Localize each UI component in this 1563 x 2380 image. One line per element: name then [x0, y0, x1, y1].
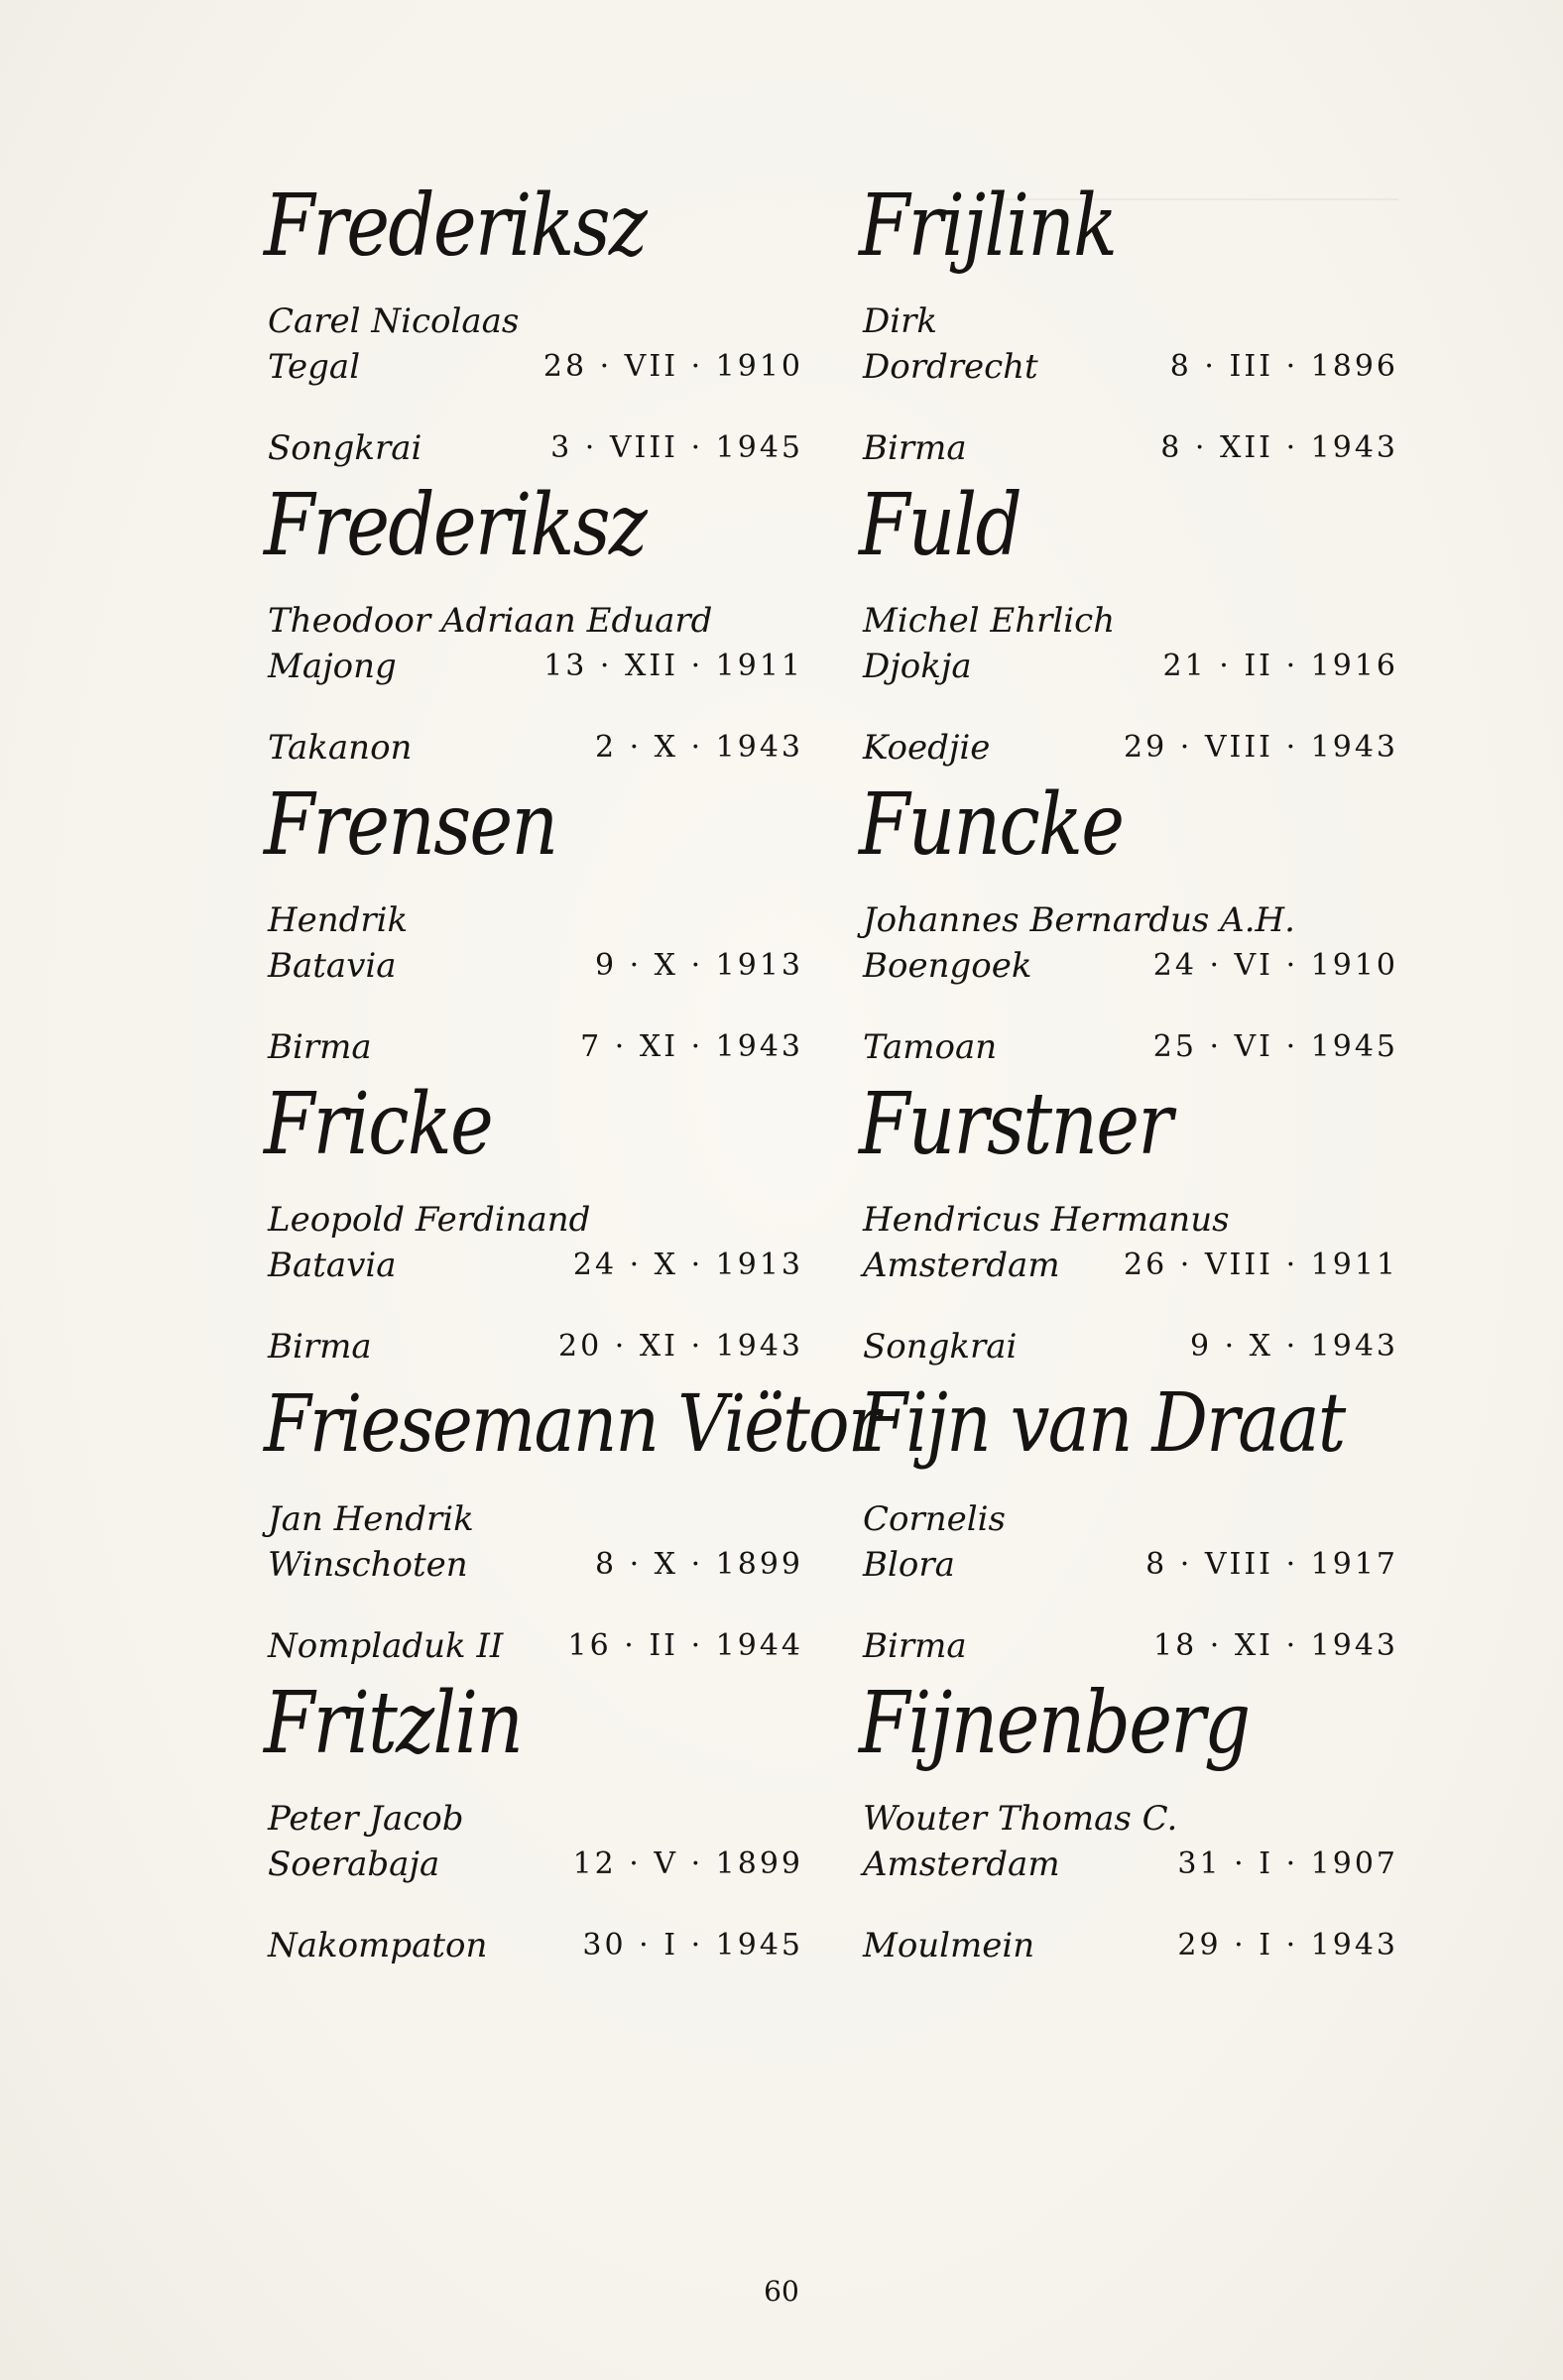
- birth-row: [268, 1843, 803, 1886]
- birth-row: [268, 1543, 803, 1587]
- surname: Fricke: [264, 1075, 493, 1174]
- given-names: Hendricus Hermanus: [863, 1200, 1230, 1240]
- death-place: Nakompaton: [268, 1926, 488, 1965]
- death-row: [863, 726, 1398, 770]
- birth-date: 8 · III · 1896: [1169, 349, 1398, 384]
- birth-place: Amsterdam: [863, 1844, 1060, 1884]
- birth-place: Soerabaja: [268, 1844, 440, 1884]
- birth-place: Tegal: [268, 347, 361, 387]
- surname: Frederiksz: [264, 476, 647, 575]
- left-column: [264, 177, 880, 1973]
- entry: [859, 177, 1399, 476]
- death-place: Birma: [268, 1327, 372, 1367]
- birth-row: [863, 944, 1398, 988]
- entry: [859, 775, 1399, 1075]
- given-names: Hendrik: [268, 900, 409, 940]
- entry: [264, 1674, 804, 1973]
- birth-place: Batavia: [268, 1246, 397, 1285]
- birth-row: [863, 1843, 1398, 1886]
- death-row: [268, 726, 803, 770]
- birth-row: [863, 1543, 1398, 1587]
- birth-date: 13 · XII · 1911: [543, 649, 803, 683]
- birth-date: 8 · VIII · 1917: [1145, 1547, 1398, 1582]
- death-row: [268, 426, 803, 470]
- surname: Furstner: [859, 1075, 1171, 1174]
- birth-place: Amsterdam: [863, 1246, 1060, 1285]
- entry: [859, 1674, 1399, 1973]
- entry: [264, 775, 804, 1075]
- birth-place: Boengoek: [863, 946, 1032, 986]
- birth-row: [268, 944, 803, 988]
- death-row: [268, 1025, 803, 1069]
- death-place: Birma: [863, 1626, 967, 1666]
- death-row: [863, 1325, 1398, 1368]
- death-place: Takanon: [268, 728, 413, 768]
- birth-place: Winschoten: [268, 1545, 468, 1585]
- surname: Fuld: [859, 476, 1022, 575]
- entry: [859, 476, 1399, 775]
- page-number: 60: [764, 2275, 799, 2308]
- surname: Funcke: [859, 775, 1124, 875]
- death-row: [268, 1325, 803, 1368]
- death-place: Birma: [268, 1027, 372, 1067]
- given-names: Wouter Thomas C.: [863, 1799, 1178, 1839]
- entry: [859, 1374, 1399, 1674]
- death-row: [863, 426, 1398, 470]
- death-date: 29 · I · 1943: [1177, 1928, 1398, 1963]
- death-date: 29 · VIII · 1943: [1124, 730, 1398, 765]
- death-date: 2 · X · 1943: [594, 730, 803, 765]
- entry: [264, 476, 804, 775]
- entry: [264, 1075, 804, 1374]
- birth-date: 24 · X · 1913: [572, 1248, 803, 1282]
- birth-place: Blora: [863, 1545, 955, 1585]
- surname: Frensen: [264, 775, 557, 875]
- given-names: Dirk: [863, 301, 937, 341]
- birth-row: [863, 345, 1398, 389]
- surname: Fijnenberg: [859, 1674, 1250, 1773]
- death-date: 9 · X · 1943: [1189, 1329, 1398, 1364]
- death-date: 3 · VIII · 1945: [550, 430, 803, 465]
- entry: [859, 1075, 1399, 1374]
- death-place: Koedjie: [863, 728, 991, 768]
- given-names: Theodoor Adriaan Eduard: [268, 601, 713, 641]
- birth-row: [268, 645, 803, 688]
- death-date: 18 · XI · 1943: [1153, 1628, 1398, 1663]
- entry: [264, 177, 804, 476]
- surname: Frijlink: [859, 177, 1117, 276]
- birth-row: [863, 645, 1398, 688]
- birth-date: 8 · X · 1899: [594, 1547, 803, 1582]
- death-row: [863, 1624, 1398, 1668]
- given-names: Peter Jacob: [268, 1799, 464, 1839]
- death-date: 25 · VI · 1945: [1152, 1029, 1398, 1064]
- birth-place: Djokja: [863, 647, 972, 686]
- birth-date: 24 · VI · 1910: [1152, 948, 1398, 983]
- death-date: 7 · XI · 1943: [580, 1029, 803, 1064]
- death-date: 8 · XII · 1943: [1160, 430, 1398, 465]
- entry: [264, 1374, 880, 1674]
- death-row: [268, 1924, 803, 1967]
- death-row: [863, 1025, 1398, 1069]
- given-names: Michel Ehrlich: [863, 601, 1116, 641]
- birth-row: [268, 345, 803, 389]
- surname: Friesemann Viëtor: [264, 1377, 880, 1470]
- death-place: Songkrai: [863, 1327, 1018, 1367]
- death-row: [863, 1924, 1398, 1967]
- birth-row: [268, 1244, 803, 1287]
- death-place: Birma: [863, 428, 967, 468]
- right-column: [859, 177, 1399, 1973]
- death-date: 30 · I · 1945: [582, 1928, 803, 1963]
- given-names: Jan Hendrik: [268, 1499, 474, 1539]
- death-date: 16 · II · 1944: [567, 1628, 803, 1663]
- birth-date: 26 · VIII · 1911: [1124, 1248, 1398, 1282]
- death-place: Moulmein: [863, 1926, 1035, 1965]
- given-names: Leopold Ferdinand: [268, 1200, 591, 1240]
- death-row: [268, 1624, 803, 1668]
- death-date: 20 · XI · 1943: [558, 1329, 803, 1364]
- birth-place: Majong: [268, 647, 397, 686]
- surname: Fijn van Draat: [859, 1376, 1345, 1471]
- birth-date: 31 · I · 1907: [1177, 1846, 1398, 1881]
- birth-date: 9 · X · 1913: [594, 948, 803, 983]
- birth-place: Dordrecht: [863, 347, 1038, 387]
- death-place: Songkrai: [268, 428, 422, 468]
- birth-row: [863, 1244, 1398, 1287]
- death-place: Tamoan: [863, 1027, 998, 1067]
- death-place: Nompladuk II: [268, 1626, 504, 1666]
- surname: Frederiksz: [264, 177, 647, 276]
- birth-date: 12 · V · 1899: [572, 1846, 803, 1881]
- given-names: Cornelis: [863, 1499, 1006, 1539]
- birth-date: 21 · II · 1916: [1162, 649, 1398, 683]
- given-names: Johannes Bernardus A.H.: [863, 900, 1295, 940]
- birth-date: 28 · VII · 1910: [542, 349, 803, 384]
- surname: Fritzlin: [264, 1674, 523, 1773]
- given-names: Carel Nicolaas: [268, 301, 520, 341]
- birth-place: Batavia: [268, 946, 397, 986]
